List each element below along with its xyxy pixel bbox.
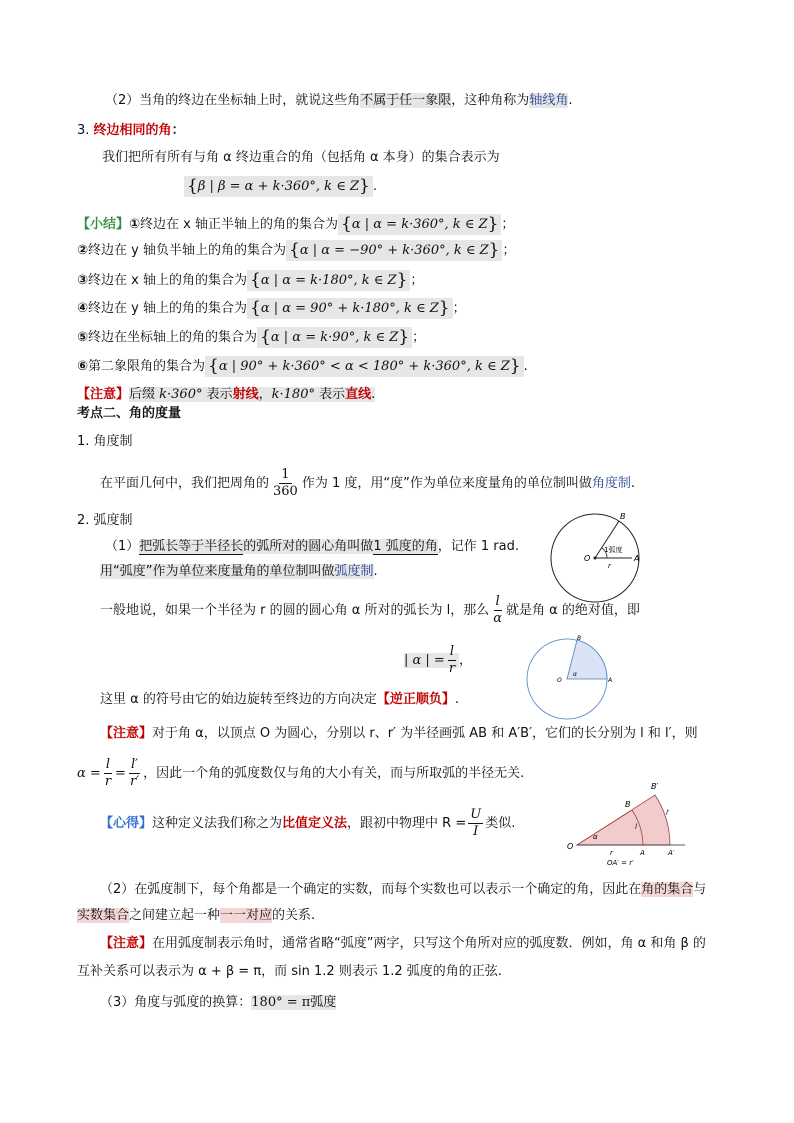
degree-definition: 在平面几何中，我们把周角的 $\frac{1}{360}$ 作为 1 度，用“度”作为单位来度量角的单位制叫做角度制. xyxy=(100,467,636,499)
note-omit-radian-1: 【注意】在用弧度制表示角时，通常省略“弧度”两字，只写这个角所对应的弧度数．例如，角 α 和角 β 的 xyxy=(100,936,706,951)
fig1-label-r: r xyxy=(608,562,611,570)
fig3-caption: OA′ = r′ xyxy=(607,859,634,867)
conversion-line: （3）角度与弧度的换算：180° = π弧度 xyxy=(100,995,337,1010)
kp2-heading: 考点二、角的度量 xyxy=(77,406,182,421)
radian-title: 2. 弧度制 xyxy=(77,513,133,528)
fig3-label-O: O xyxy=(567,842,574,851)
axis-angle-paragraph: （2）当角的终边在坐标轴上时，就说这些角不属于任一象限，这种角称为轴线角. xyxy=(105,93,573,108)
summary-item-4: ④终边在 y 轴上的角的集合为 {α | α = 90° + k·180°, k ∈ Z} ； xyxy=(77,298,466,318)
fig3-label-r: r xyxy=(610,849,613,857)
fig2-label-O: O xyxy=(557,677,562,684)
note-arc-ratio-2: α = $\frac{l}{r}$ = $\frac{l'}{r'}$ ，因此一个角的弧度数仅与角的大小有关，而与所取弧的半径无关. xyxy=(77,757,525,789)
bijection-paragraph-1: （2）在弧度制下，每个角都是一个确定的实数，而每个实数也可以表示一个确定的角，因此在角的集合与 xyxy=(100,882,707,897)
section-3-heading: 3. 终边相同的角： xyxy=(77,123,185,138)
fig3-label-A: A xyxy=(640,849,645,857)
fig3-label-alpha: α xyxy=(593,833,598,841)
fig1-label-O: O xyxy=(584,554,591,563)
insight-line: 【心得】这种定义法我们称之为比值定义法，跟初中物理中 R = $\frac{U}{I}$ 类似. xyxy=(100,807,516,839)
fig1-label-rad: 1弧度 xyxy=(604,546,623,554)
fig3-label-Ap: A′ xyxy=(668,849,675,857)
abs-formula: | α | = $\frac{l}{r}$ ， xyxy=(404,644,473,676)
fig2-label-A: A xyxy=(608,677,613,684)
radian-def-2: 用“弧度”作为单位来度量角的单位制叫做弧度制. xyxy=(100,564,378,579)
summary-item-2: ②终边在 y 轴负半轴上的角的集合为 {α | α = −90° + k·360°, k ∈ Z} ； xyxy=(77,240,516,260)
summary-item-6: ⑥第二象限角的集合为 {α | 90° + k·360° < α < 180° + k·360°, k ∈ Z} . xyxy=(77,356,528,376)
fig3-label-l: l xyxy=(635,823,637,831)
figure-one-radian xyxy=(540,508,650,608)
note-omit-radian-2: 互补关系可以表示为 α + β = π，而 sin 1.2 则表示 1.2 弧度的角的正弦. xyxy=(77,964,502,979)
note-suffix: 【注意】后缀 k·360° 表示射线，k·180° 表示直线. xyxy=(77,387,376,402)
fig2-label-alpha: α xyxy=(573,671,577,678)
section-3-description: 我们把所有所有与角 α 终边重合的角（包括角 α 本身）的集合表示为 xyxy=(102,150,500,165)
fig1-label-B: B xyxy=(620,512,626,521)
coterminal-formula: {β | β = α + k·360°, k ∈ Z} . xyxy=(184,176,377,197)
fig1-label-A: A xyxy=(634,554,640,563)
note-arc-ratio-1: 【注意】对于角 α，以顶点 O 为圆心，分别以 r、r′ 为半径画弧 AB 和 A′B′，它们的长分别为 l 和 l′，则 xyxy=(100,726,698,741)
figure-sector xyxy=(517,634,617,724)
fig3-label-lp: l′ xyxy=(666,809,670,817)
fig2-label-B: B xyxy=(577,635,582,642)
fig3-label-B: B xyxy=(625,800,631,809)
radian-def-1: （1）把弧长等于半径长的弧所对的圆心角叫做1 弧度的角，记作 1 rad. xyxy=(105,539,519,554)
summary-item-5: ⑤终边在坐标轴上的角的集合为 {α | α = k·90°, k ∈ Z} ； xyxy=(77,327,426,347)
summary-item-3: ③终边在 x 轴上的角的集合为 {α | α = k·180°, k ∈ Z} ； xyxy=(77,270,424,290)
radian-def-3: 一般地说，如果一个半径为 r 的圆的圆心角 α 所对的弧长为 l，那么 $\frac{l}{\alpha}$ 就是角 α 的绝对值，即 xyxy=(100,594,640,626)
degree-title: 1. 角度制 xyxy=(77,434,133,449)
figure-two-arcs xyxy=(565,765,705,875)
fig3-label-Bp: B′ xyxy=(651,782,659,791)
sign-rule: 这里 α 的符号由它的始边旋转至终边的方向决定【逆正顺负】. xyxy=(100,692,459,707)
bijection-paragraph-2: 实数集合之间建立起一种一一对应的关系. xyxy=(77,908,316,923)
summary-item-1: 【小结】①终边在 x 轴正半轴上的角的集合为 {α | α = k·360°, k ∈ Z} ； xyxy=(77,214,515,234)
